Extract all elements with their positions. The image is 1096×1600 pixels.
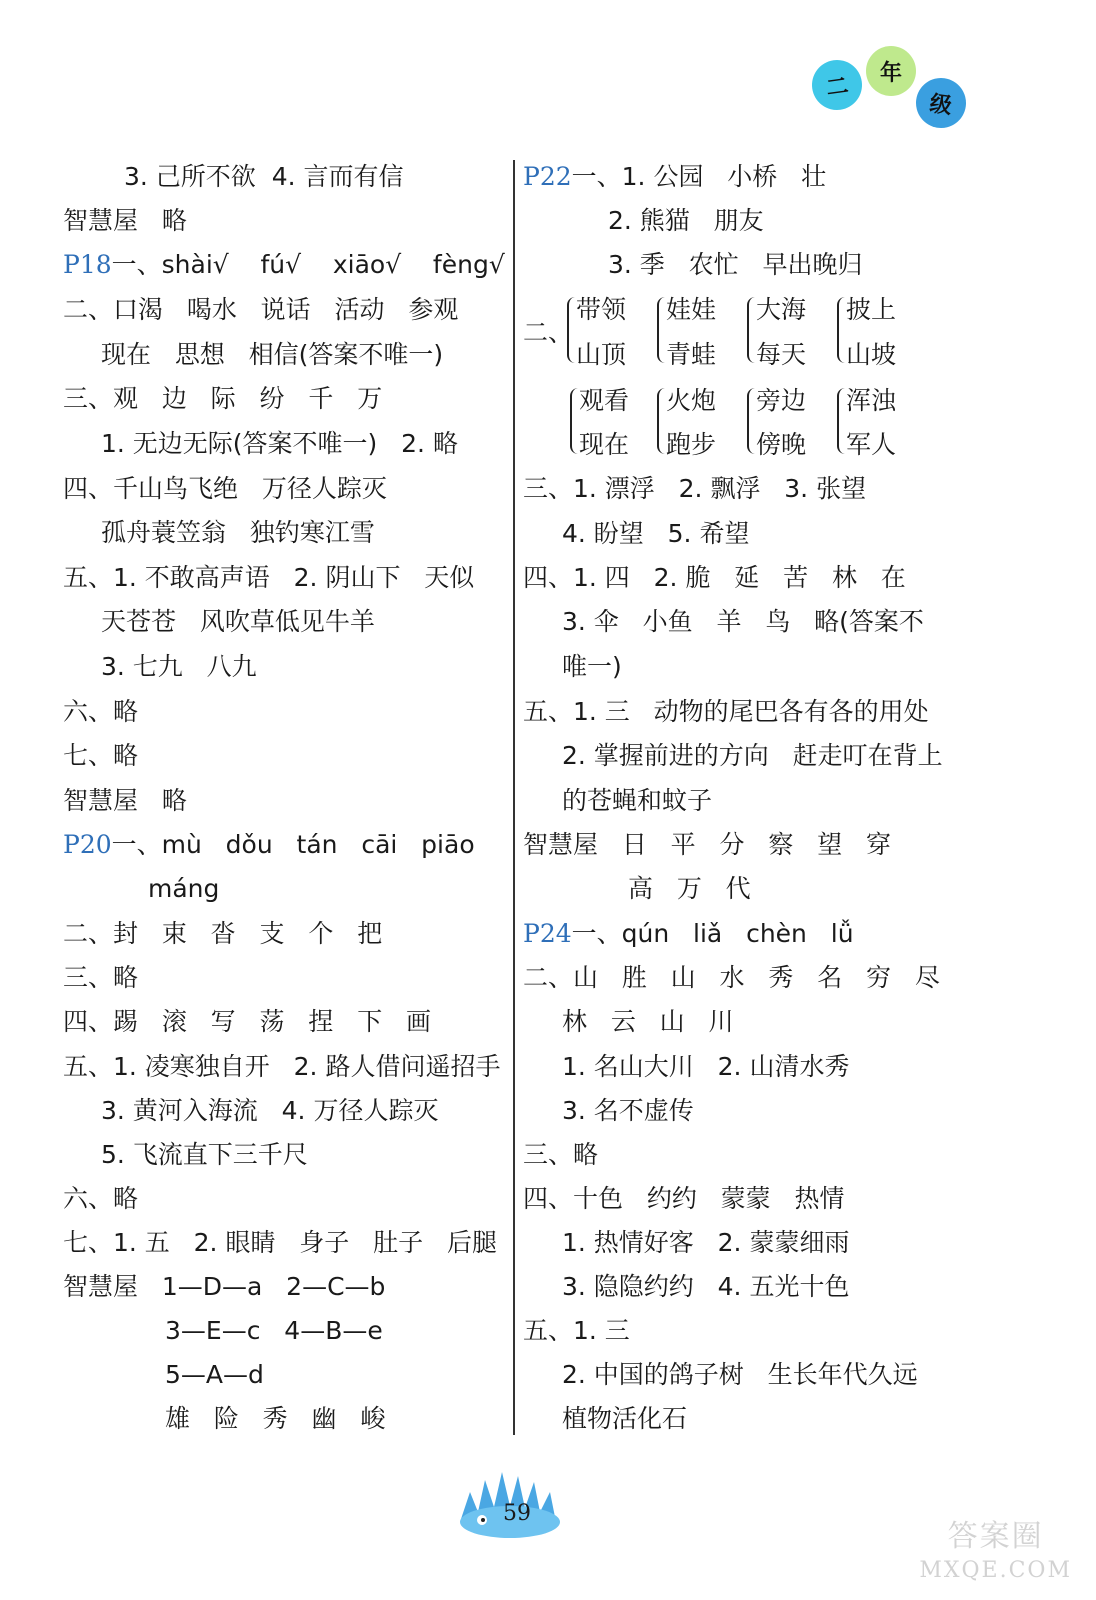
answer-line: P24一、qún liǎ chèn lǚ: [523, 919, 854, 948]
answer-line: 3. 黄河入海流 4. 万径人踪灭: [101, 1096, 439, 1125]
word-pair-bottom: 现在: [579, 430, 630, 459]
word-pair-top: 旁边: [756, 386, 807, 415]
answer-line: 四、十色 约约 蒙蒙 热情: [523, 1184, 845, 1213]
answer-line: 现在 思想 相信(答案不唯一): [101, 340, 444, 369]
answer-line: 三、1. 漂浮 2. 飘浮 3. 张望: [523, 474, 867, 503]
word-pair-top: 大海: [756, 295, 807, 324]
answer-line: 2. 熊猫 朋友: [608, 206, 764, 235]
answer-line: 智慧屋 略: [63, 206, 187, 235]
word-pair-top: 观看: [579, 386, 630, 415]
answer-line: 5—A—d: [165, 1360, 264, 1389]
answer-line: 六、略: [63, 697, 139, 726]
page-number: 59: [503, 1501, 531, 1526]
answer-line: 五、1. 三 动物的尾巴各有各的用处: [523, 697, 929, 726]
grade-char-3: 级: [928, 91, 954, 119]
word-pair-top: 带领: [576, 295, 627, 324]
watermark: [919, 1520, 1072, 1588]
grade-char-2: 年: [879, 60, 902, 86]
grade-balloon-3: [913, 75, 969, 131]
answer-line: 3. 名不虚传: [562, 1096, 694, 1125]
answer-line: 三、观 边 际 纷 千 万: [63, 384, 383, 413]
answer-line: 五、1. 凌寒独自开 2. 路人借问遥招手: [63, 1052, 501, 1081]
answer-line: 三、略: [63, 963, 139, 992]
word-pair-bottom: 山顶: [576, 340, 627, 369]
watermark-url: MXQE.COM: [919, 1558, 1072, 1583]
answer-line: 二、封 束 沓 支 个 把: [63, 919, 383, 948]
answer-line: 1. 无边无际(答案不唯一) 2. 略: [101, 429, 458, 458]
word-pair-top: 浑浊: [846, 386, 897, 415]
word-pair-top: 披上: [846, 295, 897, 324]
answer-line: 智慧屋 1—D—a 2—C—b: [63, 1272, 386, 1301]
answer-line: 五、1. 三: [523, 1316, 630, 1345]
word-pair-top: 娃娃: [666, 295, 717, 324]
answer-line: 孤舟蓑笠翁 独钓寒江雪: [101, 518, 375, 547]
watermark-logo: 答案圈: [947, 1519, 1044, 1554]
page-ref: P20: [63, 830, 112, 859]
answer-line: 四、踢 滚 写 荡 捏 下 画: [63, 1007, 432, 1036]
answer-line: 4. 盼望 5. 希望: [562, 519, 750, 548]
answer-line: 植物活化石: [562, 1404, 688, 1433]
grade-balloon-1: [809, 57, 865, 113]
column-divider: [513, 160, 515, 1435]
answer-line: 1. 名山大川 2. 山清水秀: [562, 1052, 850, 1081]
answer-line: 六、略: [63, 1184, 139, 1213]
answer-line: 七、略: [63, 741, 139, 770]
answer-line: 5. 飞流直下三千尺: [101, 1140, 308, 1169]
answer-line: P22一、1. 公园 小桥 壮: [523, 162, 827, 191]
answer-line: 智慧屋 略: [63, 786, 187, 815]
answer-line: 四、1. 四 2. 脆 延 苦 林 在: [523, 563, 906, 592]
answer-line: 二、山 胜 山 水 秀 名 穷 尽: [523, 963, 940, 992]
word-pair-bottom: 每天: [756, 340, 807, 369]
grade-balloon-2: [866, 46, 916, 96]
page-ref: P24: [523, 919, 572, 948]
answer-line: 智慧屋 日 平 分 察 望 穿: [523, 830, 892, 859]
answer-line: 天苍苍 风吹草低见牛羊: [101, 607, 375, 636]
answer-line: 五、1. 不敢高声语 2. 阴山下 天似: [63, 563, 475, 592]
answer-line: P20一、mù dǒu tán cāi piāo: [63, 830, 475, 859]
grade-char-1: 二: [824, 73, 850, 101]
answer-line: 2. 掌握前进的方向 赶走叮在背上: [562, 741, 943, 770]
page-ref: P22: [523, 162, 572, 191]
word-pair-top: 火炮: [666, 386, 717, 415]
answer-line: 唯一): [562, 652, 622, 681]
answer-line: 二、口渴 喝水 说话 活动 参观: [63, 295, 459, 324]
answer-line: 3. 季 农忙 早出晚归: [608, 250, 863, 279]
answer-line: 四、千山鸟飞绝 万径人踪灭: [63, 474, 387, 503]
word-pair-bottom: 青蛙: [666, 340, 717, 369]
answer-line: 雄 险 秀 幽 峻: [165, 1404, 386, 1433]
answer-line: P18一、shài√ fú√ xiāo√ fèng√: [63, 250, 505, 279]
answer-line: 3. 伞 小鱼 羊 鸟 略(答案不: [562, 607, 924, 636]
answer-line: 2. 中国的鸽子树 生长年代久远: [562, 1360, 918, 1389]
answer-line: 1. 热情好客 2. 蒙蒙细雨: [562, 1228, 850, 1257]
page-ref: P18: [63, 250, 112, 279]
word-pair-bottom: 跑步: [666, 430, 717, 459]
answer-line: 的苍蝇和蚊子: [562, 786, 713, 815]
word-pair-bottom: 傍晚: [756, 430, 807, 459]
answer-line: 七、1. 五 2. 眼睛 身子 肚子 后腿: [63, 1228, 497, 1257]
answer-line: 3. 七九 八九: [101, 652, 257, 681]
answer-line: 高 万 代: [628, 874, 751, 903]
answer-line: 林 云 山 川: [562, 1007, 734, 1036]
answer-line: 3—E—c 4—B—e: [165, 1316, 383, 1345]
answer-line: 三、略: [523, 1140, 599, 1169]
answer-line: máng: [148, 874, 220, 903]
section-two-label: 二、: [523, 318, 574, 347]
answer-line: 3. 己所不欲 4. 言而有信: [124, 162, 404, 191]
answer-line: 3. 隐隐约约 4. 五光十色: [562, 1272, 850, 1301]
word-pair-bottom: 山坡: [846, 340, 897, 369]
word-pair-bottom: 军人: [846, 430, 897, 459]
